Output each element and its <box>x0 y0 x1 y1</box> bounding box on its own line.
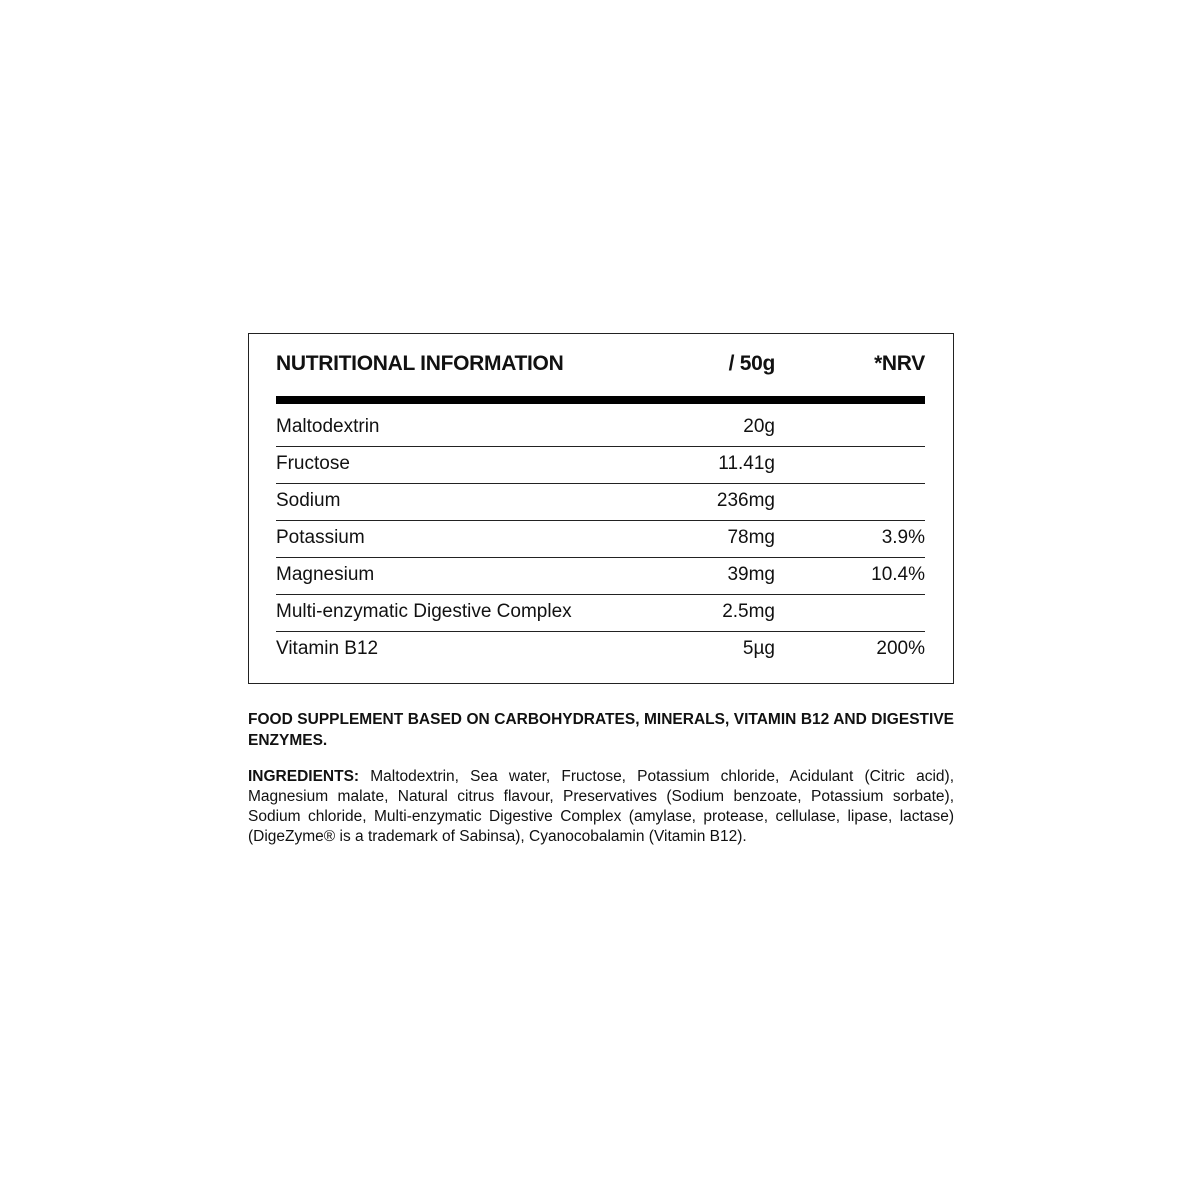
ingredients-paragraph <box>248 767 954 847</box>
nutrient-nrv: 3.9% <box>881 527 925 548</box>
nutrient-amount: 11.41g <box>718 453 775 474</box>
nutrient-amount: 39mg <box>727 564 775 585</box>
table-row <box>276 595 925 632</box>
nutrient-name: Vitamin B12 <box>276 638 379 659</box>
nutrient-name: Magnesium <box>276 564 375 585</box>
nutrient-nrv: 10.4% <box>871 564 925 585</box>
nutrient-amount: 5µg <box>742 638 775 659</box>
amount-column-header: / 50g <box>728 352 775 375</box>
nutrient-amount: 2.5mg <box>722 601 775 622</box>
nutrition-table-panel <box>248 333 954 684</box>
supplement-statement: FOOD SUPPLEMENT BASED ON CARBOHYDRATES, MINERALS, VITAMIN B12 AND DIGESTIVE ENZYMES. <box>248 711 954 749</box>
table-row <box>276 558 925 595</box>
ingredients-text: Maltodextrin, Sea water, Fructose, Potassium chloride, Acidulant (Citric acid), Magnesium malate, Natural citrus flavour, Preservatives (Sodium benzoate, Potassium sorbate), Sodium chloride, Multi-enzymatic Digestive Complex (amylase, protease, cellulase, lipase, lactase) (DigeZyme® is a trademark of Sabinsa), Cyanocobalamin (Vitamin B12). <box>248 768 954 845</box>
nutrient-amount: 20g <box>743 416 775 437</box>
table-row <box>276 484 925 521</box>
header-divider <box>276 396 925 404</box>
nutrient-name: Multi-enzymatic Digestive Complex <box>276 601 572 622</box>
nutrient-name: Potassium <box>276 527 365 548</box>
nutrient-amount: 236mg <box>716 490 775 511</box>
nutrition-table-header <box>276 352 925 382</box>
table-row <box>276 410 925 447</box>
nrv-column-header: *NRV <box>874 352 925 375</box>
table-row <box>276 521 925 558</box>
nutrition-rows <box>276 410 925 668</box>
nutrient-nrv: 200% <box>876 638 925 659</box>
ingredients-label: INGREDIENTS: <box>248 768 360 785</box>
nutrient-name: Maltodextrin <box>276 416 380 437</box>
nutrient-name: Fructose <box>276 453 350 474</box>
table-row <box>276 632 925 668</box>
nutrition-table-title: NUTRITIONAL INFORMATION <box>276 352 564 375</box>
nutrient-amount: 78mg <box>727 527 775 548</box>
nutrient-name: Sodium <box>276 490 341 511</box>
table-row <box>276 447 925 484</box>
